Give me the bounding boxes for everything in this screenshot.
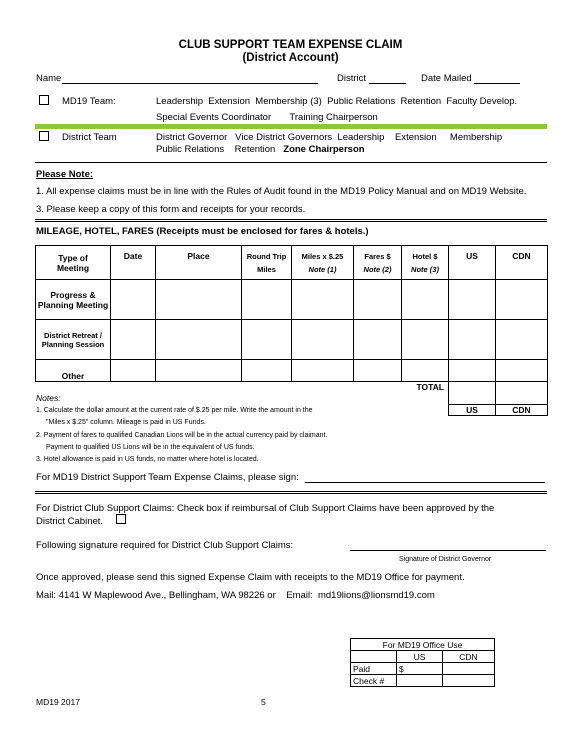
row-label: District Retreat / Planning Session [36,320,111,360]
governor-signature-caption: Signature of District Governor [399,556,492,563]
office-use-heading: For MD19 Office Use [351,639,495,651]
md19-team-checkbox[interactable] [39,95,49,105]
office-currency-row [351,651,495,663]
please-note-heading: Please Note: [36,169,94,180]
col-cdn: CDN [496,246,548,280]
table-row [36,320,548,360]
office-us: US [397,651,443,663]
col-hotel: Hotel $ Note (3) [402,246,449,280]
name-label: Name [36,73,62,84]
note-1b: "Miles x $.25" column. Mileage is paid in US Funds. [46,419,206,426]
note-3: 3. Hotel allowance is paid in US funds, no matter where hotel is located. [36,456,259,463]
total-us[interactable] [449,382,496,405]
district-team-roles-plain: Public Relations Retention [156,144,284,155]
office-paid-row [351,663,495,675]
office-paid-us[interactable]: $ [397,663,443,675]
note-1a: 1. Calculate the dollar amount at the current rate of $.25 per mile. Write the amount in the [36,407,313,414]
office-heading-row [351,639,495,651]
office-check-label: Check # [351,675,397,687]
form-subtitle: (District Account) [242,52,339,64]
office-paid-cdn[interactable] [443,663,495,675]
total-cdn[interactable] [496,382,548,405]
md19-team-roles: Leadership Extension Membership (3) Public Relations Retention Faculty Develop. [156,96,518,107]
district-team-roles-2 [156,144,365,155]
date-mailed-label: Date Mailed [421,73,472,84]
md19-team-roles-2: Special Events Coordinator Training Chairperson [156,112,378,123]
office-cdn: CDN [443,651,495,663]
mail-address: Mail: 4141 W Maplewood Ave., Bellingham, WA 98226 or Email: md19lions@lionsmd19.com [36,590,435,601]
green-divider [35,124,547,129]
divider [35,493,547,494]
district-team-roles: District Governor Vice District Governors Leadership Extension Membership [156,132,503,143]
zone-chairperson: Zone Chairperson [283,144,365,155]
total-row [36,382,548,405]
col-us: US [449,246,496,280]
col-type: Type of Meeting [36,246,111,280]
table-row [36,360,548,382]
date-mailed-field[interactable] [474,83,520,84]
name-field[interactable] [62,83,318,84]
note-item-3: 3. Please keep a copy of this form and receipts for your records. [36,204,306,215]
table-header-row [36,246,548,280]
district-label: District [337,73,367,84]
governor-signature-field[interactable] [350,550,546,551]
md19-sign-label: For MD19 District Support Team Expense Claims, please sign: [36,472,299,483]
approved-instructions: Once approved, please send this signed Expense Claim with receipts to the MD19 Office for payment. [36,572,465,583]
row-label: Progress & Planning Meeting [36,280,111,320]
district-team-checkbox[interactable] [39,131,49,141]
office-paid-label: Paid [351,663,397,675]
total-cdn-label: CDN [496,405,548,416]
divider [35,491,547,492]
col-miles: Miles x $.25 Note (1) [292,246,354,280]
district-team-label: District Team [62,132,117,143]
district-field[interactable] [369,83,406,84]
total-us-label: US [449,405,496,416]
md19-team-label: MD19 Team: [62,96,116,107]
table-row [36,280,548,320]
office-check-cdn[interactable] [443,675,495,687]
divider [35,162,547,163]
following-signature-label: Following signature required for District Club Support Claims: [36,540,294,551]
page-number: 5 [261,697,266,707]
col-round-trip: Round Trip Miles [242,246,292,280]
total-label: TOTAL [416,382,444,392]
form-title: CLUB SUPPORT TEAM EXPENSE CLAIM [178,39,403,51]
notes-heading: Notes: [36,393,61,403]
cabinet-approved-checkbox[interactable] [116,514,126,524]
col-date: Date [111,246,156,280]
club-claims-text-2: District Cabinet. [36,516,104,527]
divider [35,219,547,220]
note-2a: 2. Payment of fares to qualified Canadian Lions will be in the actual currency paid by claimant. [36,432,328,439]
col-place: Place [156,246,242,280]
row-label: Other [36,360,111,382]
expense-table [35,245,548,416]
note-item-1: 1. All expense claims must be in line with the Rules of Audit found in the MD19 Policy Manual and on MD19 Website. [36,186,527,197]
club-claims-text: For District Club Support Claims: Check box if reimbursal of Club Support Claims have been approved by the [36,503,495,514]
col-fares: Fares $ Note (2) [354,246,402,280]
office-check-row [351,675,495,687]
office-check-us[interactable] [397,675,443,687]
office-use-table [350,638,495,687]
md19-signature-field[interactable] [305,482,545,483]
divider [35,221,547,222]
mileage-heading: MILEAGE, HOTEL, FARES (Receipts must be enclosed for fares & hotels.) [36,226,369,237]
footer-left: MD19 2017 [36,697,80,707]
note-2b: Payment to qualified US Lions will be in the equivalent of US funds. [46,444,255,451]
